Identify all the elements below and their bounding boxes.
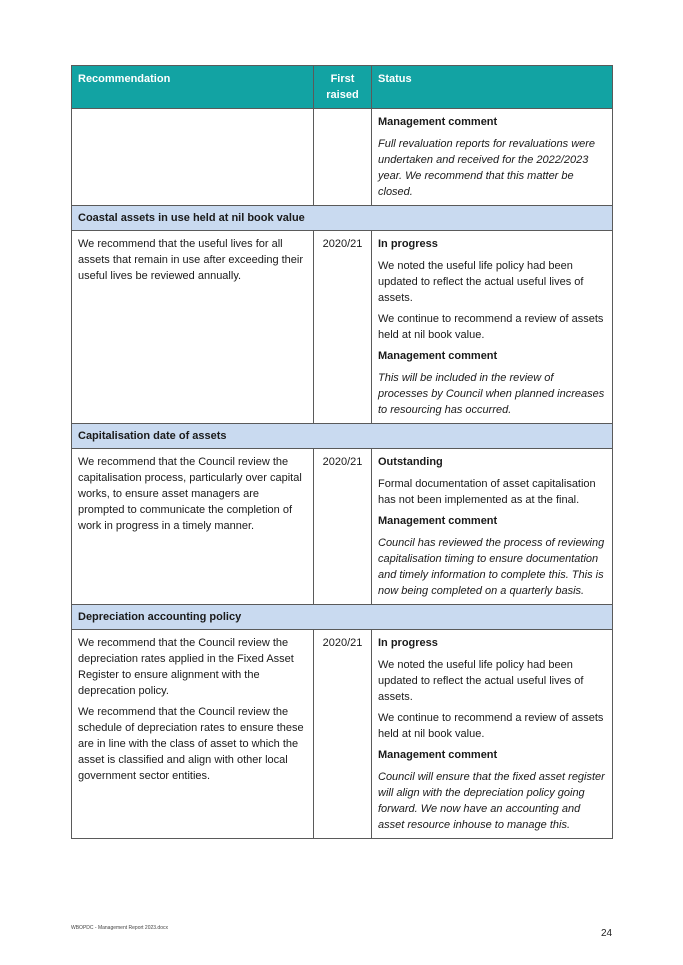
status-note: We continue to recommend a review of assets held at nil book value.	[378, 712, 604, 740]
section-row	[72, 605, 613, 630]
status-note: We continue to recommend a review of assets held at nil book value.	[378, 313, 604, 341]
page-number: 24	[601, 928, 613, 939]
recommendation-text: We recommend that the Council review the capitalisation process, particularly over capital works, to ensure asset managers are prompted to communicate the completion of work in progress in a timely manner.	[78, 456, 302, 532]
header-status: Status	[372, 66, 613, 109]
recommendation-cell	[72, 449, 314, 605]
recommendation-cell	[72, 630, 314, 839]
status-note: We noted the useful life policy had been updated to reflect the actual useful lives of assets.	[378, 659, 584, 703]
status-cell	[372, 630, 613, 839]
management-comment-text: This will be included in the review of processes by Council when planned increases to resourcing has occurred.	[378, 372, 605, 416]
status-cell	[372, 231, 613, 424]
management-comment-text: Council has reviewed the process of reviewing capitalisation timing to ensure documentation and timely information to complete this. This is now being completed on a quarterly basis.	[378, 537, 605, 597]
first-raised-cell: 2020/21	[314, 231, 372, 424]
table-row	[72, 231, 613, 424]
recommendation-cell	[72, 231, 314, 424]
table-row	[72, 109, 613, 206]
management-comment-heading: Management comment	[378, 749, 498, 761]
recommendations-table	[71, 65, 613, 839]
section-title: Coastal assets in use held at nil book value	[72, 206, 613, 231]
status-label: In progress	[378, 238, 438, 250]
first-raised-cell	[314, 109, 372, 206]
status-note: Formal documentation of asset capitalisation has not been implemented as at the final.	[378, 478, 596, 506]
footer-document-name: WBOPDC - Management Report 2023.docx	[71, 925, 168, 931]
recommendation-text: We recommend that the useful lives for all assets that remain in use after exceeding their useful lives be reviewed annually.	[78, 238, 304, 282]
first-raised-cell: 2020/21	[314, 630, 372, 839]
table-row	[72, 630, 613, 839]
section-row	[72, 206, 613, 231]
status-label: Outstanding	[378, 456, 443, 468]
status-cell	[372, 109, 613, 206]
status-cell	[372, 449, 613, 605]
table-header-row	[72, 66, 613, 109]
status-label: In progress	[378, 637, 438, 649]
section-title: Depreciation accounting policy	[72, 605, 613, 630]
section-row	[72, 424, 613, 449]
header-recommendation: Recommendation	[72, 66, 314, 109]
management-comment-text: Council will ensure that the fixed asset register will align with the depreciation policy going forward. We now have an accounting and asset resource inhouse to manage this.	[378, 771, 605, 831]
recommendation-text: We recommend that the Council review the depreciation rates applied in the Fixed Asset Register to ensure alignment with the deprecation policy.	[78, 637, 294, 697]
first-raised-cell: 2020/21	[314, 449, 372, 605]
management-comment-heading: Management comment	[378, 515, 498, 527]
header-first-raised: First raised	[314, 66, 372, 109]
recommendation-cell	[72, 109, 314, 206]
management-comment-heading: Management comment	[378, 350, 498, 362]
section-title: Capitalisation date of assets	[72, 424, 613, 449]
recommendation-text: We recommend that the Council review the schedule of depreciation rates to ensure these are in line with the class of asset to which the asset is classified and align with other local government sector entities.	[78, 706, 304, 782]
management-comment-heading: Management comment	[378, 116, 498, 128]
status-note: We noted the useful life policy had been updated to reflect the actual useful lives of assets.	[378, 260, 584, 304]
management-comment-text: Full revaluation reports for revaluations were undertaken and received for the 2022/2023 year. We recommend that this matter be closed.	[378, 138, 596, 198]
table-row	[72, 449, 613, 605]
